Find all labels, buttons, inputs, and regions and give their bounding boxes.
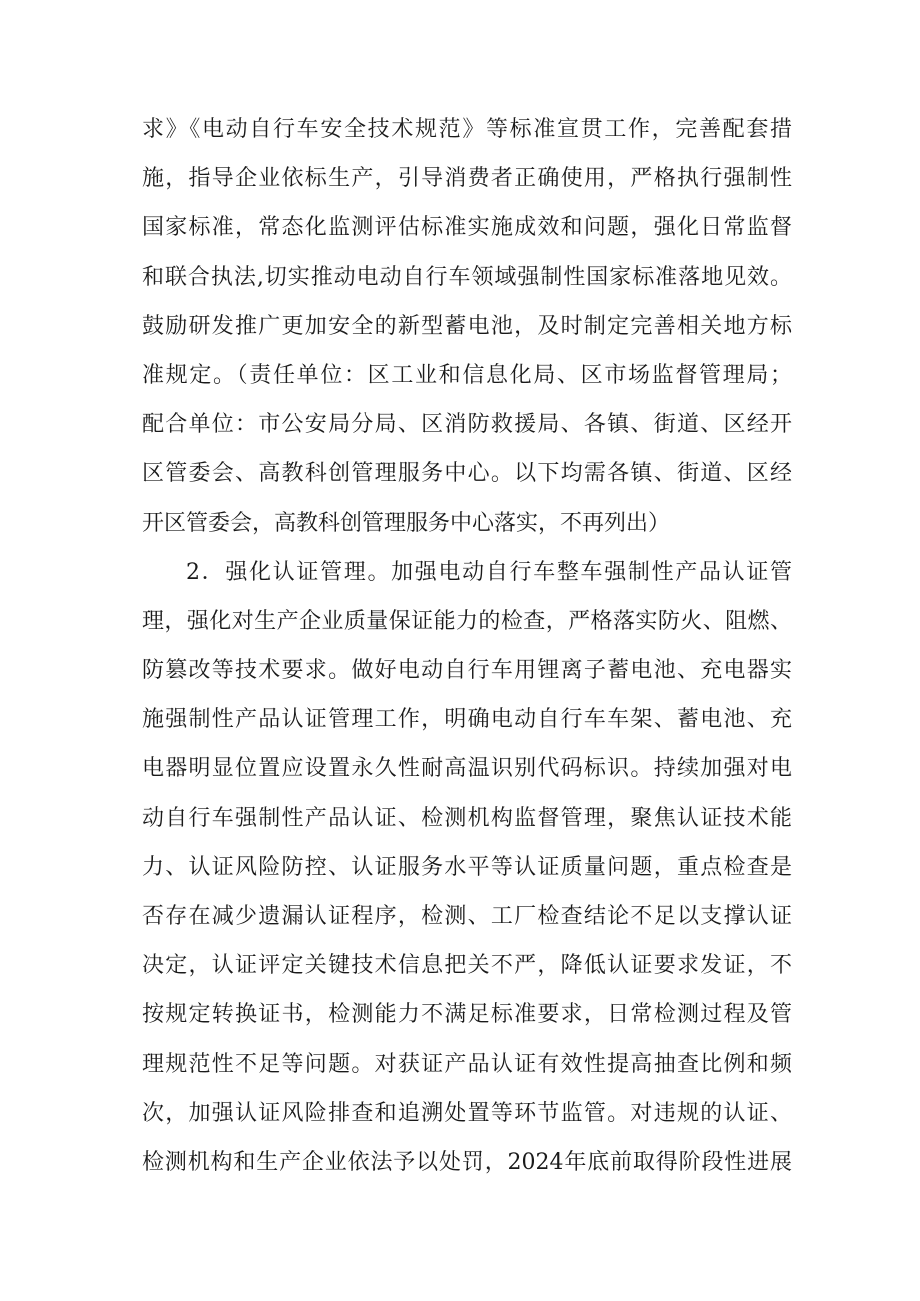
- text-line: 决定，认证评定关键技术信息把关不严，降低认证要求发证，不: [142, 953, 792, 979]
- text-line: 开区管委会，高教科创管理服务中心落实，不再列出）: [142, 510, 671, 536]
- text-line: 和联合执法,切实推动电动自行车领域强制性国家标准落地见效。: [142, 264, 792, 290]
- text-line: 动自行车强制性产品认证、检测机构监督管理，聚焦认证技术能: [142, 805, 792, 831]
- text-line: 次，加强认证风险排查和追溯处置等环节监管。对违规的认证、: [142, 1100, 792, 1126]
- text-line: 按规定转换证书，检测能力不满足标准要求，日常检测过程及管: [142, 1002, 792, 1028]
- paragraph-heading-line: 2．强化认证管理。加强电动自行车整车强制性产品认证管: [186, 559, 792, 585]
- text-line: 否存在减少遗漏认证程序，检测、工厂检查结论不足以支撑认证: [142, 904, 792, 929]
- text-line: 国家标准，常态化监测评估标准实施成效和问题，强化日常监督: [142, 215, 792, 241]
- text-line: 检测机构和生产企业依法予以处罚，2024年底前取得阶段性进展: [142, 1149, 792, 1175]
- text-line: 施强制性产品认证管理工作，明确电动自行车车架、蓄电池、充: [142, 707, 792, 733]
- text-line: 电器明显位置应设置永久性耐高温识别代码标识。持续加强对电: [142, 756, 792, 782]
- text-line: 求》《电动自行车安全技术规范》等标准宣贯工作，完善配套措: [142, 117, 792, 142]
- text-line: 力、认证风险防控、认证服务水平等认证质量问题，重点检查是: [142, 854, 792, 880]
- text-line: 准规定。（责任单位：区工业和信息化局、区市场监督管理局；: [142, 362, 792, 388]
- text-line: 施，指导企业依标生产，引导消费者正确使用，严格执行强制性: [142, 166, 792, 192]
- text-line: 鼓励研发推广更加安全的新型蓄电池，及时制定完善相关地方标: [142, 313, 792, 339]
- text-line: 区管委会、高教科创管理服务中心。以下均需各镇、街道、区经: [142, 461, 792, 487]
- text-line: 防篡改等技术要求。做好电动自行车用锂离子蓄电池、充电器实: [142, 658, 792, 684]
- text-line: 理规范性不足等问题。对获证产品认证有效性提高抽查比例和频: [142, 1051, 792, 1077]
- text-line: 理，强化对生产企业质量保证能力的检查，严格落实防火、阻燃、: [142, 608, 792, 634]
- document-body: [142, 110, 792, 1192]
- text-line: 配合单位：市公安局分局、区消防救援局、各镇、街道、区经开: [142, 412, 792, 438]
